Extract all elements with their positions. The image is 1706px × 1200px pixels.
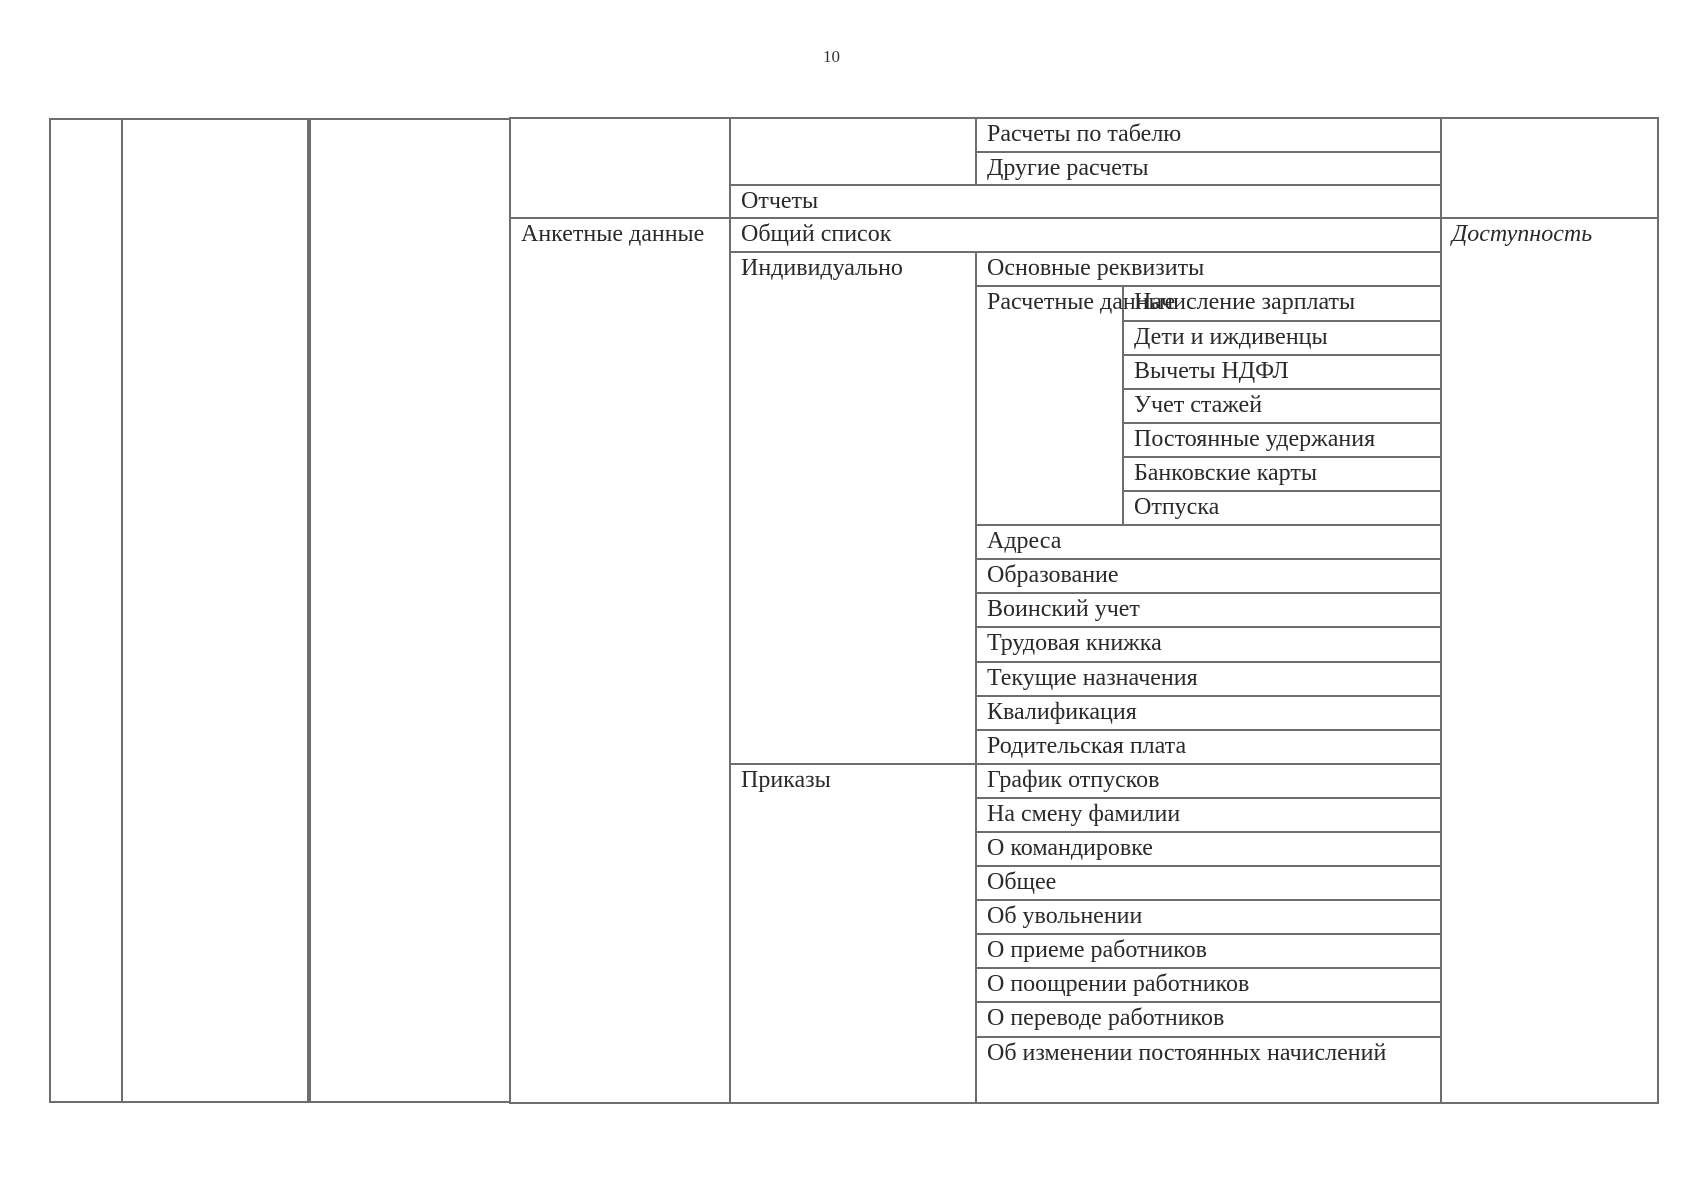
payroll-data-cell: Расчетные данные xyxy=(976,286,1123,525)
general-list-cell: Общий список xyxy=(730,218,1441,252)
empty-cell xyxy=(730,118,976,185)
page-number: 10 xyxy=(823,47,840,66)
table-row: Родительская плата xyxy=(976,730,1441,764)
table-row: Расчеты по табелю xyxy=(976,118,1441,152)
table-row: Учет стажей xyxy=(1123,389,1441,423)
table-row: Дети и иждивенцы xyxy=(1123,321,1441,355)
availability-cell: Доступность xyxy=(1441,218,1658,1103)
empty-cell xyxy=(510,118,730,218)
table-row: О переводе работников xyxy=(976,1002,1441,1036)
table-row: Банковские карты xyxy=(1123,457,1441,491)
table-row: Постоянные удержания xyxy=(1123,423,1441,457)
table-row: О поощрении работников xyxy=(976,968,1441,1002)
reports-cell: Отчеты xyxy=(730,185,1441,218)
table-row: Об увольнении xyxy=(976,900,1441,934)
table-row: Отпуска xyxy=(1123,491,1441,525)
empty-column-2 xyxy=(121,118,309,1103)
table-row: О приеме работников xyxy=(976,934,1441,968)
table-row: Вычеты НДФЛ xyxy=(1123,355,1441,389)
table-row: Трудовая книжка xyxy=(976,627,1441,661)
structure-table xyxy=(509,117,1659,1104)
table-row: На смену фамилии xyxy=(976,798,1441,832)
table-row: Основные реквизиты xyxy=(976,252,1441,286)
table-row: О командировке xyxy=(976,832,1441,866)
table-row: Адреса xyxy=(976,525,1441,559)
empty-column-3 xyxy=(309,118,510,1103)
profile-data-cell: Анкетные данные xyxy=(510,218,730,1103)
table-row: График отпусков xyxy=(976,764,1441,798)
table-row: Квалификация xyxy=(976,696,1441,730)
table-row: Образование xyxy=(976,559,1441,593)
table-row: Начисление зарплаты xyxy=(1123,286,1441,320)
table-row: Другие расчеты xyxy=(976,152,1441,185)
empty-cell xyxy=(1441,118,1658,218)
table-row: Об изменении постоянных начислений xyxy=(976,1037,1441,1103)
individual-cell: Индивидуально xyxy=(730,252,976,763)
table-row: Общее xyxy=(976,866,1441,900)
orders-cell: Приказы xyxy=(730,764,976,1103)
table-row: Текущие назначения xyxy=(976,662,1441,696)
table-row: Воинский учет xyxy=(976,593,1441,627)
empty-column-1 xyxy=(49,118,123,1103)
